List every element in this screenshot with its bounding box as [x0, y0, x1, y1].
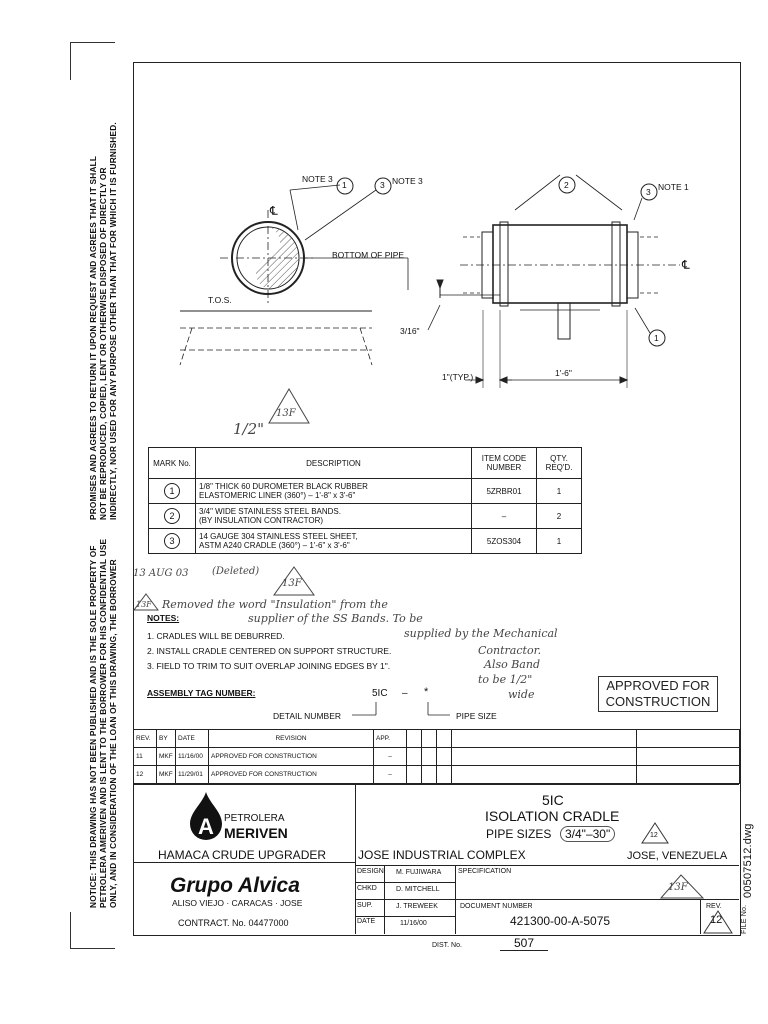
- rev-app: –: [374, 766, 407, 784]
- assembly-tag-dash: –: [402, 688, 408, 699]
- date-label: DATE: [357, 918, 376, 925]
- sig-row-line-1: [355, 882, 455, 883]
- sup-value: J. TREWEEK: [396, 903, 438, 910]
- desc-line2: ASTM A240 CRADLE (360°) – 1'-6" x 3'-6": [199, 541, 350, 550]
- mark-3-label-elev: 3: [646, 187, 651, 197]
- note-3: 3. FIELD TO TRIM TO SUIT OVERLAP JOINING EDGES BY 1".: [147, 661, 391, 671]
- rev-blank: [452, 748, 637, 766]
- drawing-title-3: PIPE SIZES: [486, 827, 552, 841]
- tos-label: T.O.S.: [208, 295, 232, 305]
- revision-13f-d-label: 13F: [668, 882, 688, 893]
- side-notice-line5: PETROLERA AMERIVEN AND IS LENT TO THE BORROWER FOR HIS CONFIDENTIAL USE: [98, 538, 108, 908]
- chkd-value: D. MITCHELL: [396, 886, 440, 893]
- desc-line1: 1/8" THICK 60 DUROMETER BLACK RUBBER: [199, 482, 368, 491]
- row-code: 5ZRBR01: [472, 479, 537, 504]
- rev-blank: [422, 766, 437, 784]
- mark-3-label: 3: [380, 180, 385, 190]
- handwritten-note-line1: Removed the word "Insulation" from the: [162, 598, 388, 611]
- project-name: HAMACA CRUDE UPGRADER: [158, 848, 327, 862]
- desc-line1: 3/4" WIDE STAINLESS STEEL BANDS.: [199, 507, 341, 516]
- rev-desc: APPROVED FOR CONSTRUCTION: [209, 766, 374, 784]
- note3-label-b: NOTE 3: [392, 176, 423, 186]
- pipe-size-label: PIPE SIZE: [456, 711, 497, 721]
- table-row: [149, 529, 582, 554]
- row-qty: 1: [537, 529, 582, 554]
- centerline-label-right: ℄: [682, 258, 690, 272]
- desc-line2: ELASTOMERIC LINER (360°) – 1'-8" x 3'-6": [199, 491, 356, 500]
- design-label: DESIGN: [357, 868, 384, 875]
- notes-heading: NOTES:: [147, 613, 180, 623]
- rev-value-triangle: [703, 910, 733, 934]
- approved-for-construction-stamp: [598, 676, 718, 712]
- mark-2-circle: 2: [164, 508, 180, 524]
- row-description: [196, 529, 472, 554]
- table-row: [149, 479, 582, 504]
- handwritten-note-line6: to be 1/2": [478, 673, 533, 686]
- side-notice-line1: PROMISES AND AGREES TO RETURN IT UPON REQUEST AND AGREES THAT IT SHALL: [88, 155, 98, 520]
- material-table: [148, 447, 582, 554]
- side-notice-line2: NOT BE REPRODUCED, COPIED, LENT OR OTHERWISE DISPOSED OF DIRECTLY OR: [98, 167, 108, 520]
- rev-blank: [637, 730, 740, 748]
- sig-col-line: [384, 865, 385, 934]
- side-notice-line6: ONLY, AND IN CONSIDERATION OF THE LOAN OF THIS DRAWING, THE BORROWER: [108, 559, 118, 908]
- header-item-code: ITEM CODE NUMBER: [472, 448, 537, 479]
- rev-date: 11/16/00: [176, 748, 209, 766]
- rev-blank: [407, 730, 422, 748]
- note-2: 2. INSTALL CRADLE CENTERED ON SUPPORT STRUCTURE.: [147, 646, 392, 656]
- rev-blank: [452, 730, 637, 748]
- crop-mark-top-left-v: [70, 42, 71, 80]
- handwritten-half-inch: 1/2": [233, 420, 265, 438]
- contract-number: CONTRACT. No. 04477000: [178, 918, 289, 928]
- stamp-line1: APPROVED FOR: [606, 678, 710, 693]
- row-code: 5ZOS304: [472, 529, 537, 554]
- bottom-of-pipe-label: BOTTOM OF PIPE: [332, 250, 405, 260]
- row-description: [196, 504, 472, 529]
- rev-date: 11/29/01: [176, 766, 209, 784]
- drawing-title-pipe-range: 3/4"–30": [560, 826, 615, 842]
- ameriven-logo-icon: [186, 790, 226, 842]
- dist-label: DIST. No.: [432, 942, 462, 949]
- revision-triangle-13f-a: [267, 387, 311, 425]
- stamp-line2: CONSTRUCTION: [605, 694, 711, 709]
- revision-13f-b-label: 13F: [282, 578, 302, 589]
- table-row: [149, 504, 582, 529]
- rev-header-rev: REV.: [134, 730, 157, 748]
- rev-blank: [437, 748, 452, 766]
- handwritten-note-line7: wide: [508, 688, 535, 701]
- assembly-tag-star: *: [424, 686, 429, 698]
- rev-blank: [637, 748, 740, 766]
- rev-number: 11: [134, 748, 157, 766]
- centerline-label-left: ℄: [270, 204, 278, 218]
- rev-header-date: DATE: [176, 730, 209, 748]
- company-cities: ALISO VIEJO · CARACAS · JOSE: [172, 898, 303, 908]
- sup-label: SUP.: [357, 902, 373, 909]
- mark-1-circle: 1: [164, 483, 180, 499]
- rev-value: 12: [710, 914, 723, 926]
- dist-value: 507: [500, 936, 548, 951]
- desc-line2: (BY INSULATION CONTRACTOR): [199, 516, 324, 525]
- rev-number: 12: [134, 766, 157, 784]
- svg-text:A: A: [198, 814, 214, 839]
- revision-12-title-label: 12: [650, 832, 658, 839]
- revision-13f-a-label: 13F: [276, 408, 296, 419]
- file-number-value: 00507512.dwg: [742, 823, 754, 898]
- handwritten-deleted: (Deleted): [212, 566, 260, 577]
- row-code: –: [472, 504, 537, 529]
- row-mark-cell: [149, 529, 196, 554]
- rev-app: –: [374, 748, 407, 766]
- row-description: [196, 479, 472, 504]
- assembly-tag-value: 5IC: [372, 688, 388, 699]
- crop-mark-bottom-left-h: [70, 948, 115, 949]
- rev-header-by: BY: [157, 730, 176, 748]
- row-mark-cell: [149, 479, 196, 504]
- drawing-title-1: 5IC: [542, 792, 564, 808]
- assembly-tag-label: ASSEMBLY TAG NUMBER:: [147, 688, 256, 698]
- design-value: M. FUJIWARA: [396, 869, 442, 876]
- section-view: [180, 178, 408, 365]
- material-table-header: [149, 448, 582, 479]
- elevation-view: [428, 175, 680, 388]
- rev-blank: [637, 766, 740, 784]
- mark-2-label-elev: 2: [564, 180, 569, 190]
- note-1: 1. CRADLES WILL BE DEBURRED.: [147, 631, 285, 641]
- handwritten-note-line4: Contractor.: [478, 644, 542, 657]
- logo-petrolera: PETROLERA: [224, 813, 285, 824]
- location: JOSE, VENEZUELA: [627, 850, 728, 862]
- company-name: Grupo Alvica: [170, 874, 300, 897]
- crop-mark-top-left-h: [70, 42, 115, 43]
- sig-row-line-3: [355, 916, 455, 917]
- row-qty: 2: [537, 504, 582, 529]
- mark-1-label-elev: 1: [654, 333, 659, 343]
- table-row: [134, 766, 740, 784]
- rev-by: MKF: [157, 748, 176, 766]
- rev-header-revision: REVISION: [209, 730, 374, 748]
- document-number: 421300-00-A-5075: [510, 914, 611, 928]
- rev-blank: [452, 766, 637, 784]
- revision-13f-c-label: 13F: [136, 600, 152, 609]
- rev-header-app: APP.: [374, 730, 407, 748]
- date-value: 11/16/00: [400, 920, 427, 927]
- chkd-label: CHKD: [357, 885, 377, 892]
- rev-blank: [422, 730, 437, 748]
- document-number-label: DOCUMENT NUMBER: [460, 903, 533, 910]
- handwritten-note-line2: supplier of the SS Bands. To be: [248, 612, 423, 625]
- handwritten-note-line5: Also Band: [484, 658, 540, 671]
- drawing-title-2: ISOLATION CRADLE: [485, 808, 620, 824]
- header-qty: QTY. REQ'D.: [537, 448, 582, 479]
- rev-box: [700, 899, 701, 934]
- detail-number-label: DETAIL NUMBER: [273, 711, 342, 721]
- logo-meriven: MERIVEN: [224, 825, 288, 841]
- specification-label: SPECIFICATION: [458, 868, 512, 875]
- rev-blank: [437, 730, 452, 748]
- rev-blank: [407, 748, 422, 766]
- title-block-divider-h1: [133, 862, 355, 863]
- dim-3-16-label: 3/16": [400, 326, 420, 336]
- rev-by: MKF: [157, 766, 176, 784]
- cradle-drawing: [140, 170, 720, 400]
- rev-blank: [407, 766, 422, 784]
- table-row: [134, 748, 740, 766]
- rev-blank: [422, 748, 437, 766]
- side-notice-line3: INDIRECTLY, NOR USED FOR ANY PURPOSE OTHER THAN THAT FOR WHICH IT IS FURNISHED.: [108, 122, 118, 520]
- handwritten-note-line3: supplied by the Mechanical: [404, 627, 558, 640]
- mark-3-circle: 3: [164, 533, 180, 549]
- revision-table: [133, 729, 740, 784]
- side-notice-line4: NOTICE: THIS DRAWING HAS NOT BEEN PUBLISHED AND IS THE SOLE PROPERTY OF: [88, 545, 98, 908]
- assembly-leaders: [350, 700, 460, 720]
- note3-label-a: NOTE 3: [302, 174, 333, 184]
- row-mark-cell: [149, 504, 196, 529]
- rev-label: REV.: [706, 903, 722, 910]
- mark-1-label: 1: [342, 180, 347, 190]
- rev-desc: APPROVED FOR CONSTRUCTION: [209, 748, 374, 766]
- file-number-label: FILE No.: [741, 904, 748, 934]
- rev-blank: [437, 766, 452, 784]
- row-qty: 1: [537, 479, 582, 504]
- dim-1-6-label: 1'-6": [555, 368, 572, 378]
- crop-mark-bottom-left-v: [70, 912, 71, 948]
- header-mark: MARK No.: [149, 448, 196, 479]
- revision-header: [134, 730, 740, 748]
- note1-label: NOTE 1: [658, 182, 689, 192]
- complex-name: JOSE INDUSTRIAL COMPLEX: [358, 848, 526, 862]
- handwritten-date: 13 AUG 03: [133, 568, 189, 579]
- header-description: DESCRIPTION: [196, 448, 472, 479]
- desc-line1: 14 GAUGE 304 STAINLESS STEEL SHEET,: [199, 532, 358, 541]
- dim-typ-label: 1"(TYP.): [442, 372, 474, 382]
